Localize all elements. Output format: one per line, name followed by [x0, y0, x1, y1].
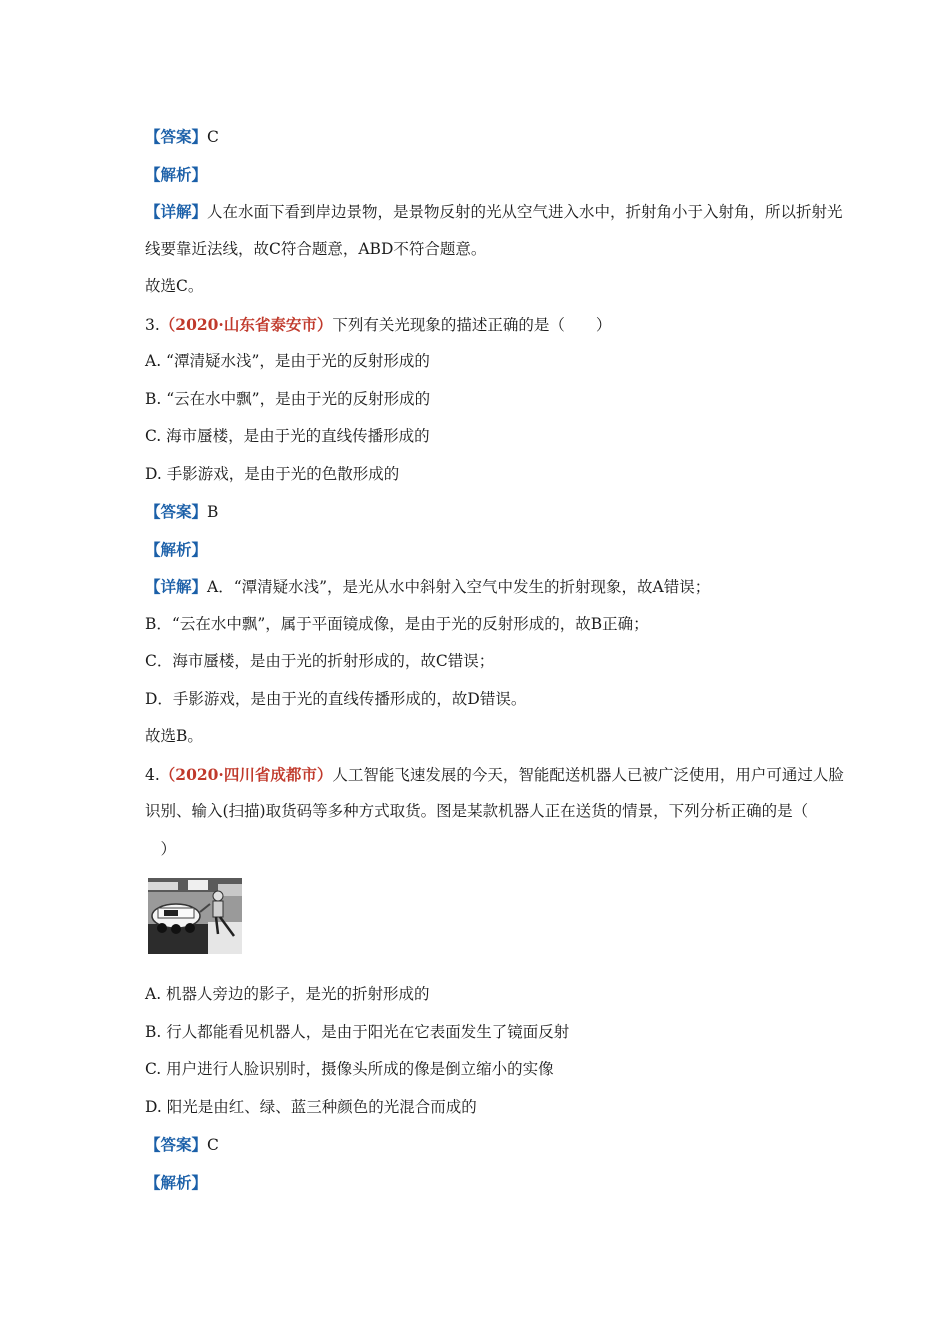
q4-stem-line2: 识别、输入(扫描)取货码等多种方式取货。图是某款机器人正在送货的情景，下列分析正确的是（ — [145, 802, 809, 820]
q3-detail-a — [145, 568, 905, 606]
answer-value: C — [207, 128, 219, 146]
q3-analysis — [145, 531, 905, 569]
q4-option-a: A. 机器人旁边的影子，是光的折射形成的 — [145, 985, 430, 1003]
q3-detail-d: D．手影游戏，是由于光的直线传播形成的，故D错误。 — [145, 689, 527, 708]
analysis-tag: 【解析】 — [145, 164, 208, 184]
robot-delivery-photo — [148, 878, 242, 954]
answer-value: B — [207, 503, 219, 521]
q2-detail-line2: 线要靠近法线，故C符合题意，ABD不符合题意。 — [145, 239, 487, 258]
q4-option-c: C. 用户进行人脸识别时，摄像头所成的像是倒立缩小的实像 — [145, 1060, 554, 1078]
q4-answer — [145, 1126, 905, 1164]
robot-photo-illustration — [148, 878, 242, 954]
q4-option-b: B. 行人都能看见机器人，是由于阳光在它表面发生了镜面反射 — [145, 1022, 570, 1041]
document-page — [145, 118, 905, 1201]
q3-option-a: A. “潭清疑水浅”，是由于光的反射形成的 — [145, 352, 430, 370]
q3-detail-c: C．海市蜃楼，是由于光的折射形成的，故C错误； — [145, 652, 495, 670]
answer-tag: 【答案】 — [145, 1135, 208, 1154]
q2-conclusion: 故选C。 — [145, 277, 204, 295]
q3-detail-b: B．“云在水中飘”，属于平面镜成像，是由于光的反射形成的，故B正确； — [145, 614, 649, 633]
question-text: 人工智能飞速发展的今天，智能配送机器人已被广泛使用，用户可通过人脸 — [332, 765, 844, 784]
q4-stem-line3: ） — [145, 839, 177, 858]
question-number: 3. — [145, 315, 160, 334]
q4-analysis — [145, 1164, 905, 1202]
q2-analysis — [145, 156, 905, 194]
analysis-tag: 【解析】 — [145, 1172, 208, 1192]
question-source: （2020·山东省泰安市） — [159, 314, 333, 334]
q4-stem-line1 — [145, 756, 905, 794]
detail-text: 人在水面下看到岸边景物，是景物反射的光从空气进入水中，折射角小于入射角，所以折射光 — [207, 203, 843, 221]
question-text: 下列有关光现象的描述正确的是（ ） — [332, 315, 612, 334]
answer-tag: 【答案】 — [145, 502, 208, 521]
q3-option-b: B. “云在水中飘”，是由于光的反射形成的 — [145, 389, 431, 408]
q3-stem — [145, 306, 905, 344]
answer-tag: 【答案】 — [145, 127, 208, 146]
question-number: 4. — [145, 765, 160, 784]
q2-answer — [145, 118, 905, 156]
question-source: （2020·四川省成都市） — [159, 764, 333, 784]
detail-tag: 【详解】 — [145, 202, 208, 221]
detail-tag: 【详解】 — [145, 577, 208, 596]
q3-conclusion: 故选B。 — [145, 727, 203, 745]
q3-option-c: C. 海市蜃楼，是由于光的直线传播形成的 — [145, 427, 430, 445]
q3-answer — [145, 493, 905, 531]
q3-option-d: D. 手影游戏，是由于光的色散形成的 — [145, 464, 400, 483]
detail-text: A．“潭清疑水浅”，是光从水中斜射入空气中发生的折射现象，故A错误； — [207, 578, 711, 596]
q2-detail-line1 — [145, 193, 905, 231]
answer-value: C — [207, 1136, 219, 1154]
analysis-tag: 【解析】 — [145, 539, 208, 559]
q4-option-d: D. 阳光是由红、绿、蓝三种颜色的光混合而成的 — [145, 1097, 477, 1116]
